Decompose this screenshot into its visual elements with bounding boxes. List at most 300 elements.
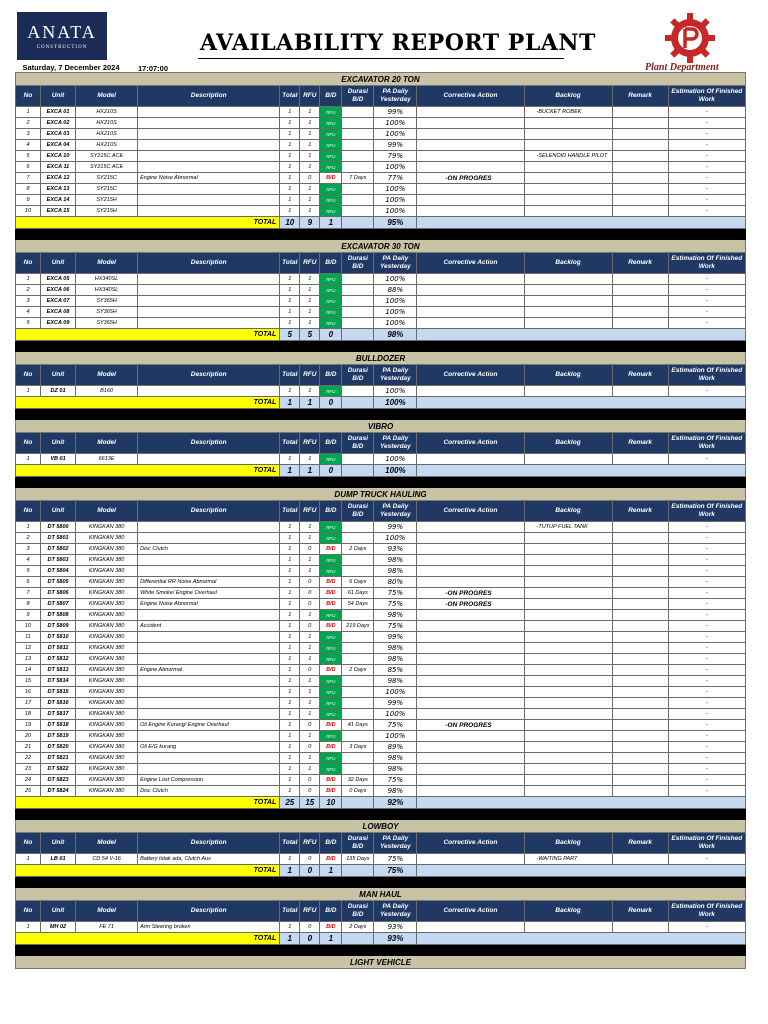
description: Engine Abnormal (138, 665, 280, 676)
header-rfu: RFU (300, 833, 320, 854)
row-no: 13 (16, 654, 41, 665)
total-row (16, 865, 746, 877)
description: Differential RR Noise Abnormal (138, 577, 280, 588)
total-pa: 98% (374, 329, 417, 341)
total-spacer (342, 797, 374, 809)
description: Engine Noise Abnormal (138, 173, 280, 184)
total: 1 (280, 665, 300, 676)
table-row (16, 386, 746, 397)
remark (612, 632, 668, 643)
pa-daily: 75% (374, 621, 417, 632)
total-rfu: 1 (300, 465, 320, 477)
estimation: - (668, 764, 745, 775)
backlog (524, 654, 612, 665)
section-divider-cell (16, 945, 746, 956)
description (138, 140, 280, 151)
status: RFU (320, 184, 342, 195)
description: Arm Steering broken (138, 922, 280, 933)
backlog (524, 566, 612, 577)
section-title-row (16, 820, 746, 833)
backlog: -SELENOID HANDLE PILOT (524, 151, 612, 162)
durasi-bd: 2 Days (342, 544, 374, 555)
estimation: - (668, 151, 745, 162)
rfu-count: 1 (300, 632, 320, 643)
backlog (524, 687, 612, 698)
backlog (524, 173, 612, 184)
status: RFU (320, 151, 342, 162)
header-no: No (16, 253, 41, 274)
estimation: - (668, 709, 745, 720)
unit-id: DT 5822 (41, 764, 76, 775)
estimation: - (668, 118, 745, 129)
estimation: - (668, 775, 745, 786)
section-divider (16, 477, 746, 488)
unit-id: EXCA 11 (41, 162, 76, 173)
backlog (524, 274, 612, 285)
corrective-action (417, 151, 524, 162)
backlog (524, 162, 612, 173)
description: Oli E/G kurang (138, 742, 280, 753)
header-backlog: Backlog (524, 433, 612, 454)
pa-daily: 98% (374, 566, 417, 577)
header-unit: Unit (41, 86, 76, 107)
report-time: 17:07:00 (138, 64, 169, 73)
column-header-row (16, 253, 746, 274)
table-row (16, 206, 746, 217)
total: 1 (280, 610, 300, 621)
remark (612, 555, 668, 566)
pa-daily: 100% (374, 318, 417, 329)
total-label: TOTAL (16, 217, 280, 229)
durasi-bd (342, 129, 374, 140)
corrective-action (417, 753, 524, 764)
pa-daily: 98% (374, 676, 417, 687)
pa-daily: 100% (374, 274, 417, 285)
pa-daily: 75% (374, 854, 417, 865)
corrective-action (417, 742, 524, 753)
header-remark: Remark (612, 833, 668, 854)
section-title: LOWBOY (16, 820, 746, 833)
table-row (16, 454, 746, 465)
pa-daily: 98% (374, 643, 417, 654)
durasi-bd: 32 Days (342, 775, 374, 786)
unit-id: EXCA 07 (41, 296, 76, 307)
corrective-action (417, 195, 524, 206)
unit-id: DT 5801 (41, 533, 76, 544)
durasi-bd (342, 454, 374, 465)
row-no: 5 (16, 318, 41, 329)
description (138, 107, 280, 118)
total-pa: 93% (374, 933, 417, 945)
table-row (16, 922, 746, 933)
table-row (16, 731, 746, 742)
pa-daily: 99% (374, 140, 417, 151)
table-row (16, 709, 746, 720)
description: Battery tidak ada, Clutch Aus (138, 854, 280, 865)
durasi-bd (342, 285, 374, 296)
rfu-count: 1 (300, 610, 320, 621)
remark (612, 687, 668, 698)
header-bd: B/D (320, 253, 342, 274)
total: 1 (280, 698, 300, 709)
model: KINGKAN 380 (76, 544, 138, 555)
description: Disc Clutch (138, 544, 280, 555)
total: 1 (280, 577, 300, 588)
table-row (16, 632, 746, 643)
estimation: - (668, 621, 745, 632)
corrective-action (417, 643, 524, 654)
corrective-action (417, 454, 524, 465)
estimation: - (668, 296, 745, 307)
header-bd: B/D (320, 501, 342, 522)
column-header-row (16, 86, 746, 107)
model: HX210S (76, 140, 138, 151)
remark (612, 195, 668, 206)
durasi-bd (342, 151, 374, 162)
rfu-count: 1 (300, 676, 320, 687)
pa-daily: 75% (374, 588, 417, 599)
header-model: Model (76, 433, 138, 454)
estimation: - (668, 555, 745, 566)
status: RFU (320, 162, 342, 173)
header-total: Total (280, 901, 300, 922)
unit-id: DT 5805 (41, 577, 76, 588)
row-no: 22 (16, 753, 41, 764)
pa-daily: 99% (374, 522, 417, 533)
status: B/D (320, 577, 342, 588)
total: 1 (280, 588, 300, 599)
section-title: EXCAVATOR 20 TON (16, 73, 746, 86)
status: RFU (320, 296, 342, 307)
table-row (16, 285, 746, 296)
corrective-action (417, 386, 524, 397)
durasi-bd: 2 Days (342, 665, 374, 676)
table-row (16, 151, 746, 162)
rfu-count: 0 (300, 621, 320, 632)
total-units: 1 (280, 865, 300, 877)
unit-id: DT 5811 (41, 643, 76, 654)
backlog (524, 533, 612, 544)
corrective-action (417, 162, 524, 173)
unit-id: MH 02 (41, 922, 76, 933)
unit-id: DT 5816 (41, 698, 76, 709)
header-rfu: RFU (300, 253, 320, 274)
pa-daily: 77% (374, 173, 417, 184)
corrective-action (417, 621, 524, 632)
model: SY215C ACE (76, 151, 138, 162)
estimation: - (668, 588, 745, 599)
header-unit: Unit (41, 433, 76, 454)
unit-id: DT 5813 (41, 665, 76, 676)
corrective-action (417, 107, 524, 118)
description (138, 753, 280, 764)
table-row (16, 775, 746, 786)
durasi-bd: 2 Days (342, 922, 374, 933)
table-row (16, 296, 746, 307)
unit-id: EXCA 08 (41, 307, 76, 318)
pa-daily: 100% (374, 709, 417, 720)
table-row (16, 318, 746, 329)
pa-daily: 100% (374, 206, 417, 217)
estimation: - (668, 698, 745, 709)
model: HX210S (76, 107, 138, 118)
unit-id: LB 01 (41, 854, 76, 865)
model: 6613E (76, 454, 138, 465)
remark (612, 318, 668, 329)
header-backlog: Backlog (524, 901, 612, 922)
remark (612, 654, 668, 665)
estimation: - (668, 386, 745, 397)
unit-id: DT 5818 (41, 720, 76, 731)
corrective-action: -ON PROGRES (417, 173, 524, 184)
rfu-count: 0 (300, 599, 320, 610)
status: B/D (320, 922, 342, 933)
rfu-count: 1 (300, 296, 320, 307)
total-spacer (342, 865, 374, 877)
corrective-action (417, 318, 524, 329)
model: KINGKAN 380 (76, 742, 138, 753)
header-backlog: Backlog (524, 501, 612, 522)
column-header-row (16, 365, 746, 386)
row-no: 4 (16, 555, 41, 566)
description (138, 764, 280, 775)
total-pa: 92% (374, 797, 417, 809)
estimation: - (668, 687, 745, 698)
model: KINGKAN 380 (76, 654, 138, 665)
total-filler (417, 329, 746, 341)
corrective-action (417, 274, 524, 285)
total: 1 (280, 318, 300, 329)
model: CD 54 V-16 (76, 854, 138, 865)
status: RFU (320, 654, 342, 665)
description (138, 687, 280, 698)
total: 1 (280, 786, 300, 797)
corrective-action (417, 665, 524, 676)
header-pa: PA Daily Yesterday (374, 501, 417, 522)
estimation: - (668, 665, 745, 676)
table-row (16, 173, 746, 184)
model: KINGKAN 380 (76, 764, 138, 775)
rfu-count: 0 (300, 742, 320, 753)
table-row (16, 742, 746, 753)
pa-daily: 80% (374, 577, 417, 588)
corrective-action (417, 775, 524, 786)
total-bd: 1 (320, 217, 342, 229)
header-durasi: Durasi B/D (342, 365, 374, 386)
description (138, 643, 280, 654)
status: B/D (320, 742, 342, 753)
table-row (16, 533, 746, 544)
corrective-action (417, 296, 524, 307)
model: HX210S (76, 118, 138, 129)
header-total: Total (280, 365, 300, 386)
section-divider-cell (16, 229, 746, 240)
durasi-bd (342, 522, 374, 533)
backlog (524, 632, 612, 643)
column-header-row (16, 901, 746, 922)
total-spacer (342, 397, 374, 409)
corrective-action (417, 922, 524, 933)
backlog (524, 454, 612, 465)
header-no: No (16, 833, 41, 854)
model: KINGKAN 380 (76, 665, 138, 676)
header-durasi: Durasi B/D (342, 501, 374, 522)
rfu-count: 1 (300, 162, 320, 173)
estimation: - (668, 566, 745, 577)
section-divider (16, 877, 746, 888)
backlog (524, 577, 612, 588)
model: KINGKAN 380 (76, 731, 138, 742)
corrective-action (417, 555, 524, 566)
estimation: - (668, 195, 745, 206)
pa-daily: 100% (374, 307, 417, 318)
row-no: 3 (16, 296, 41, 307)
total: 1 (280, 753, 300, 764)
total: 1 (280, 854, 300, 865)
unit-id: DT 5821 (41, 753, 76, 764)
pa-daily: 100% (374, 533, 417, 544)
total-rfu: 15 (300, 797, 320, 809)
unit-id: EXCA 13 (41, 184, 76, 195)
unit-id: DT 5806 (41, 588, 76, 599)
title-underline (198, 58, 564, 59)
header-remark: Remark (612, 86, 668, 107)
backlog (524, 643, 612, 654)
durasi-bd (342, 184, 374, 195)
header-description: Description (138, 433, 280, 454)
row-no: 25 (16, 786, 41, 797)
status: RFU (320, 753, 342, 764)
header-estimation: Estimation Of Finished Work (668, 901, 745, 922)
backlog (524, 665, 612, 676)
model: KINGKAN 380 (76, 753, 138, 764)
durasi-bd (342, 386, 374, 397)
status: B/D (320, 665, 342, 676)
total-rfu: 9 (300, 217, 320, 229)
header-pa: PA Daily Yesterday (374, 86, 417, 107)
section-divider (16, 341, 746, 352)
description (138, 318, 280, 329)
status: RFU (320, 687, 342, 698)
durasi-bd (342, 195, 374, 206)
pa-daily: 100% (374, 162, 417, 173)
status: B/D (320, 599, 342, 610)
remark (612, 665, 668, 676)
table-row (16, 162, 746, 173)
status: RFU (320, 318, 342, 329)
model: SY215H (76, 195, 138, 206)
backlog (524, 753, 612, 764)
status: B/D (320, 621, 342, 632)
estimation: - (668, 533, 745, 544)
corrective-action (417, 676, 524, 687)
table-row (16, 129, 746, 140)
total: 1 (280, 643, 300, 654)
header-bd: B/D (320, 365, 342, 386)
model: SY365H (76, 307, 138, 318)
company-name: ANATA (27, 22, 97, 42)
header-corrective: Corrective Action (417, 833, 524, 854)
report-title: AVAILABILITY REPORT PLANT (200, 30, 596, 56)
pa-daily: 75% (374, 775, 417, 786)
model: KINGKAN 380 (76, 632, 138, 643)
rfu-count: 1 (300, 654, 320, 665)
unit-id: DT 5808 (41, 610, 76, 621)
model: KINGKAN 380 (76, 643, 138, 654)
description (138, 610, 280, 621)
rfu-count: 1 (300, 184, 320, 195)
total: 1 (280, 687, 300, 698)
status: RFU (320, 555, 342, 566)
row-no: 16 (16, 687, 41, 698)
rfu-count: 0 (300, 775, 320, 786)
column-header-row (16, 833, 746, 854)
backlog: -TUTUP FUEL TANK (524, 522, 612, 533)
durasi-bd (342, 162, 374, 173)
corrective-action (417, 764, 524, 775)
header-remark: Remark (612, 501, 668, 522)
header-bd: B/D (320, 86, 342, 107)
unit-id: DT 5812 (41, 654, 76, 665)
remark (612, 307, 668, 318)
backlog (524, 922, 612, 933)
rfu-count: 1 (300, 753, 320, 764)
header-unit: Unit (41, 901, 76, 922)
total-row (16, 465, 746, 477)
table-row (16, 544, 746, 555)
section-divider-cell (16, 341, 746, 352)
status: B/D (320, 544, 342, 555)
estimation: - (668, 753, 745, 764)
estimation: - (668, 274, 745, 285)
backlog (524, 129, 612, 140)
total-row (16, 797, 746, 809)
remark (612, 610, 668, 621)
total-rfu: 0 (300, 865, 320, 877)
durasi-bd: 219 Days (342, 621, 374, 632)
header-estimation: Estimation Of Finished Work (668, 253, 745, 274)
unit-id: EXCA 04 (41, 140, 76, 151)
durasi-bd (342, 676, 374, 687)
estimation: - (668, 577, 745, 588)
row-no: 10 (16, 621, 41, 632)
total-pa: 95% (374, 217, 417, 229)
header-unit: Unit (41, 365, 76, 386)
rfu-count: 1 (300, 118, 320, 129)
total: 1 (280, 555, 300, 566)
row-no: 24 (16, 775, 41, 786)
total-label: TOTAL (16, 797, 280, 809)
durasi-bd (342, 654, 374, 665)
row-no: 1 (16, 274, 41, 285)
section-title: LIGHT VEHICLE (16, 956, 746, 969)
backlog (524, 599, 612, 610)
total: 1 (280, 922, 300, 933)
corrective-action (417, 544, 524, 555)
estimation: - (668, 599, 745, 610)
estimation: - (668, 610, 745, 621)
description (138, 632, 280, 643)
durasi-bd: 6 Days (342, 577, 374, 588)
backlog (524, 588, 612, 599)
total: 1 (280, 184, 300, 195)
remark (612, 599, 668, 610)
backlog (524, 676, 612, 687)
pa-daily: 100% (374, 118, 417, 129)
model: SY215C ACE (76, 162, 138, 173)
header-description: Description (138, 901, 280, 922)
header-total: Total (280, 501, 300, 522)
